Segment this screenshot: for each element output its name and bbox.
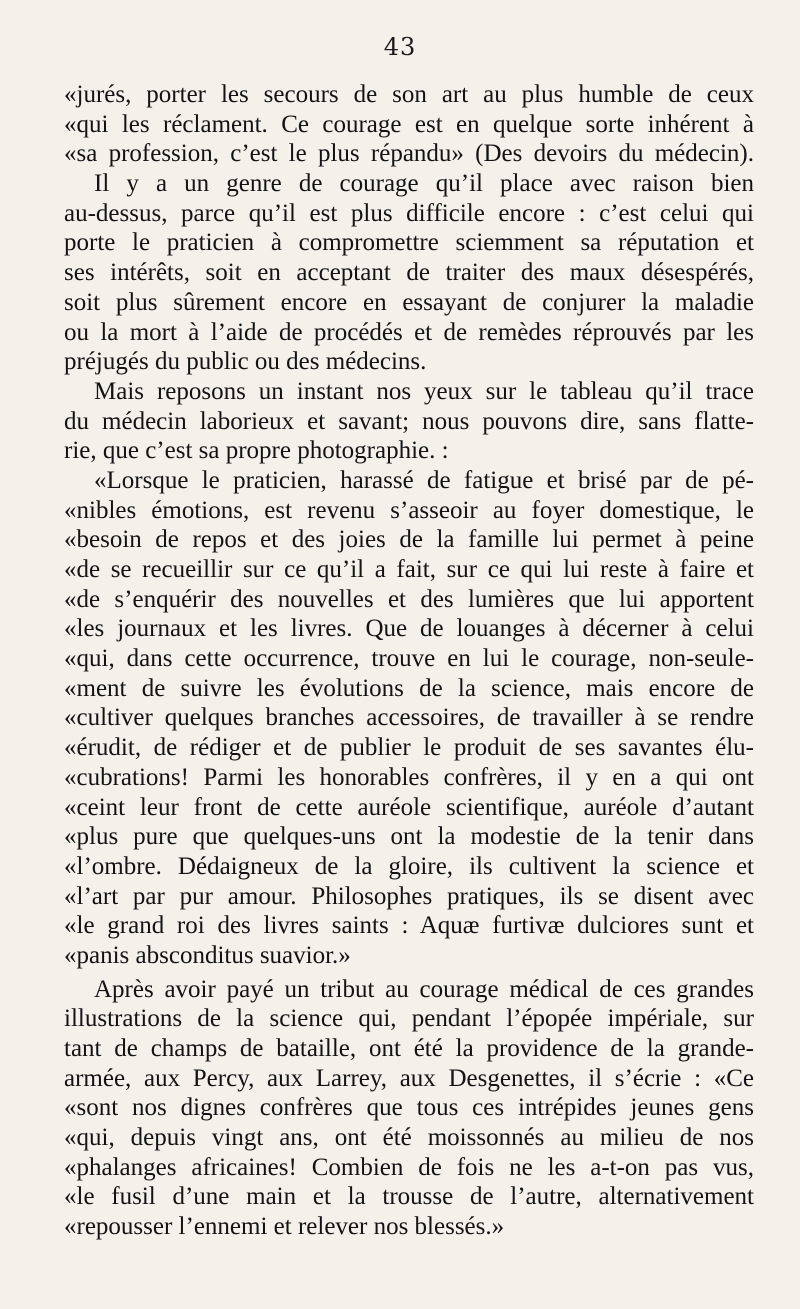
text-line: porte le praticien à compromettre sciemment sa réputation et — [64, 229, 754, 257]
text-line: «qui, depuis vingt ans, ont été moissonnés au milieu de nos — [64, 1124, 754, 1152]
text-line: tant de champs de bataille, ont été la providence de la grande- — [64, 1035, 754, 1062]
text-line: «l’ombre. Dédaigneux de la gloire, ils cultivent la science et — [64, 852, 754, 880]
text-line: illustrations de la science qui, pendant l’épopée impériale, sur — [64, 1005, 754, 1033]
text-line: «plus pure que quelques-uns ont la modestie de la tenir dans — [64, 823, 754, 851]
text-line: armée, aux Percy, aux Larrey, aux Desgenettes, il s’écrie : «Ce — [64, 1064, 754, 1092]
text-line: «ment de suivre les évolutions de la science, mais encore de — [64, 674, 754, 702]
text-line: «repousser l’ennemi et relever nos blessés.» — [64, 1213, 505, 1241]
text-line: «qui les réclament. Ce courage est en quelque sorte inhérent à — [64, 110, 754, 138]
text-line: soit plus sûrement encore en essayant de conjurer la maladie — [64, 288, 754, 316]
text-line: «cultiver quelques branches accessoires, de travailler à se rendre — [64, 704, 754, 732]
text-line: «cubrations! Parmi les honorables confrères, il y en a qui ont — [64, 763, 754, 791]
text-line: «ceint leur front de cette auréole scientifique, auréole d’autant — [64, 793, 754, 821]
text-line: «panis absconditus suavior.» — [64, 941, 351, 969]
text-line: «nibles émotions, est revenu s’asseoir au foyer domestique, le — [64, 496, 754, 524]
text-line: «Lorsque le praticien, harassé de fatigue et brisé par de pé- — [94, 466, 754, 494]
text-line: Après avoir payé un tribut au courage médical de ces grandes — [94, 975, 754, 1003]
text-line: ou la mort à l’aide de procédés et de remèdes réprouvés par les — [64, 318, 754, 346]
page-number: 43 — [383, 33, 417, 61]
text-line: «de s’enquérir des nouvelles et des lumières que lui apportent — [64, 585, 754, 613]
text-line: «l’art par pur amour. Philosophes pratiques, ils se disent avec — [64, 882, 754, 910]
text-line: «phalanges africaines! Combien de fois ne les a-t-on pas vus, — [64, 1153, 754, 1181]
text-line: Mais reposons un instant nos yeux sur le tableau qu’il trace — [94, 377, 754, 405]
text-line: «le grand roi des livres saints : Aquæ furtivæ dulciores sunt et — [64, 912, 754, 940]
text-line: «besoin de repos et des joies de la famille lui permet à peine — [64, 526, 754, 554]
body-text — [64, 80, 754, 1242]
text-line: «sont nos dignes confrères que tous ces intrépides jeunes gens — [64, 1094, 754, 1122]
text-line: du médecin laborieux et savant; nous pouvons dire, sans flatte- — [64, 407, 754, 435]
text-line: «sa profession, c’est le plus répandu» (Des devoirs du médecin). — [64, 140, 754, 168]
text-line: au-dessus, parce qu’il est plus difficile encore : c’est celui qui — [64, 199, 754, 227]
text-line: «jurés, porter les secours de son art au plus humble de ceux — [64, 81, 754, 108]
text-line: «les journaux et les livres. Que de louanges à décerner à celui — [64, 615, 754, 643]
text-line: rie, que c’est sa propre photographie. : — [64, 437, 449, 465]
text-line: «le fusil d’une main et la trousse de l’autre, alternativement — [64, 1183, 754, 1211]
text-line: préjugés du public ou des médecins. — [64, 348, 427, 376]
text-line: «qui, dans cette occurrence, trouve en lui le courage, non-seule- — [64, 645, 754, 673]
text-line: «érudit, de rédiger et de publier le produit de ses savantes élu- — [64, 734, 754, 762]
text-line: ses intérêts, soit en acceptant de traiter des maux désespérés, — [64, 259, 754, 287]
text-line: «de se recueillir sur ce qu’il a fait, sur ce qui lui reste à faire et — [64, 556, 754, 583]
text-line: Il y a un genre de courage qu’il place avec raison bien — [94, 170, 754, 198]
